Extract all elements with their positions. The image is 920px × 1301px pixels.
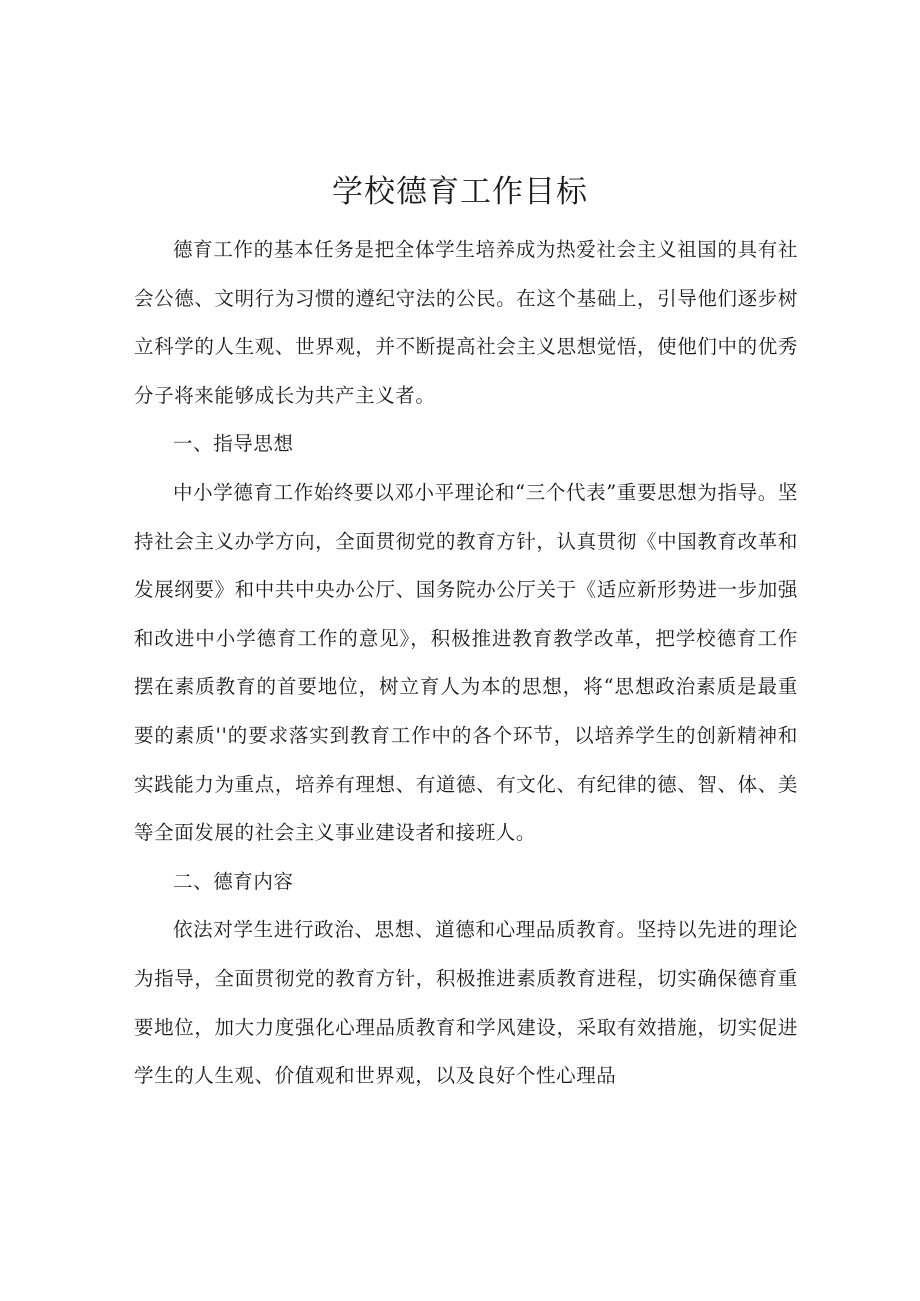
section-heading-guiding-ideology: 一、指导思想 — [173, 432, 294, 456]
guiding-ideology-paragraph: 中小学德育工作始终要以邓小平理论和“三个代表”重要思想为指导。坚持社会主义办学方向，全面贯彻党的教育方针，认真贯彻《中国教育改革和发展纲要》和中共中央办公厅、国务院办公厅关于《适应新形势进一步加强和改进中小学德育工作的意见》，积极推进教育教学改革，把学校德育工作摆在素质教育的首要地位，树立育人为本的思想，将“思想政治素质是最重要的素质''的要求落实到教育工作中的各个环节，以培养学生的创新精神和实践能力为重点，培养有理想、有道德、有文化、有纪律的德、智、体、美等全面发展的社会主义事业建设者和接班人。 — [134, 480, 798, 845]
section-heading-moral-content: 二、德育内容 — [173, 869, 294, 893]
document-title: 学校德育工作目标 — [332, 174, 588, 210]
document-body — [134, 226, 798, 1101]
moral-content-paragraph: 依法对学生进行政治、思想、道德和心理品质教育。坚持以先进的理论为指导，全面贯彻党的教育方针，积极推进素质教育进程，切实确保德育重要地位，加大力度强化心理品质教育和学风建设，采取有效措施，切实促进学生的人生观、价值观和世界观，以及良好个性心理品 — [134, 918, 798, 1088]
intro-paragraph: 德育工作的基本任务是把全体学生培养成为热爱社会主义祖国的具有社会公德、文明行为习惯的遵纪守法的公民。在这个基础上，引导他们逐步树立科学的人生观、世界观，并不断提高社会主义思想觉悟，使他们中的优秀分子将来能够成长为共产主义者。 — [134, 238, 798, 407]
